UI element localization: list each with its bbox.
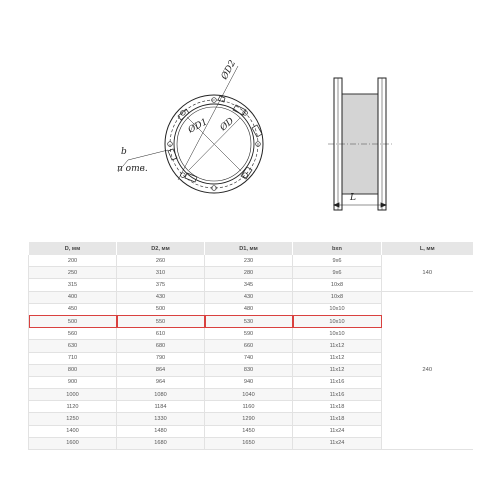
- cell-d: 400: [29, 291, 117, 303]
- table-row: [29, 255, 473, 267]
- cell-bxn: 11x18: [293, 401, 382, 413]
- cell-d1: 345: [205, 279, 293, 291]
- cell-d: 200: [29, 255, 117, 267]
- label-n-holes: n отв.: [117, 164, 148, 174]
- cell-d: 630: [29, 340, 117, 352]
- cell-bxn: 11x18: [293, 413, 382, 425]
- cell-d: 1000: [29, 389, 117, 401]
- clamp-tab: [185, 173, 197, 182]
- cell-d2: 1184: [117, 401, 205, 413]
- label-d2: ØD2: [219, 58, 239, 82]
- cell-d1: 1290: [205, 413, 293, 425]
- cell-bxn: 11x12: [293, 364, 382, 376]
- cell-d: 560: [29, 328, 117, 340]
- cell-d2: 964: [117, 376, 205, 388]
- cell-d2: 790: [117, 352, 205, 364]
- cell-d2: 260: [117, 255, 205, 267]
- clamp-tab: [168, 149, 177, 160]
- cell-bxn: 11x12: [293, 340, 382, 352]
- table-row: [29, 291, 473, 303]
- cell-d2: 680: [117, 340, 205, 352]
- cell-d2: 610: [117, 328, 205, 340]
- cell-d1: 1650: [205, 437, 293, 449]
- cell-d: 500: [29, 315, 117, 327]
- cell-d1: 430: [205, 291, 293, 303]
- header-length: L, мм: [382, 242, 473, 255]
- cell-d2: 310: [117, 267, 205, 279]
- cell-d1: 1160: [205, 401, 293, 413]
- header-d: D, мм: [29, 242, 117, 255]
- cell-d2: 1680: [117, 437, 205, 449]
- cell-bxn: 9x6: [293, 267, 382, 279]
- flange-drawing: [0, 0, 500, 235]
- cell-d1: 280: [205, 267, 293, 279]
- cell-d1: 590: [205, 328, 293, 340]
- cell-d: 800: [29, 364, 117, 376]
- bolt-hole: [243, 173, 248, 178]
- cell-d1: 1450: [205, 425, 293, 437]
- cell-length-group: 240: [382, 291, 473, 449]
- table-header-row: [29, 242, 473, 255]
- cell-bxn: 10x10: [293, 303, 382, 315]
- cell-bxn: 9x6: [293, 255, 382, 267]
- cell-length-group: 140: [382, 255, 473, 291]
- cell-d1: 230: [205, 255, 293, 267]
- cell-bxn: 10x8: [293, 291, 382, 303]
- cell-d2: 500: [117, 303, 205, 315]
- spec-table: [28, 242, 473, 450]
- cell-d2: 864: [117, 364, 205, 376]
- cell-bxn: 11x16: [293, 389, 382, 401]
- cell-d2: 1080: [117, 389, 205, 401]
- cell-d1: 940: [205, 376, 293, 388]
- cell-d: 710: [29, 352, 117, 364]
- cell-d2: 1330: [117, 413, 205, 425]
- header-bxn: bxn: [293, 242, 382, 255]
- cell-bxn: 11x16: [293, 376, 382, 388]
- cell-d1: 740: [205, 352, 293, 364]
- cell-d: 315: [29, 279, 117, 291]
- cell-d: 250: [29, 267, 117, 279]
- side-view: [328, 78, 392, 210]
- label-d: ØD: [218, 116, 237, 134]
- label-d1: ØD1: [186, 117, 210, 136]
- cell-d1: 480: [205, 303, 293, 315]
- cell-bxn: 10x10: [293, 328, 382, 340]
- cell-d1: 660: [205, 340, 293, 352]
- cell-d: 1120: [29, 401, 117, 413]
- cell-bxn: 11x12: [293, 352, 382, 364]
- table-body: [29, 255, 473, 450]
- label-length: L: [350, 193, 356, 203]
- header-d2: D2, мм: [117, 242, 205, 255]
- cell-bxn: 10x8: [293, 279, 382, 291]
- header-d1: D1, мм: [205, 242, 293, 255]
- cell-d: 450: [29, 303, 117, 315]
- cell-bxn: 11x24: [293, 437, 382, 449]
- cell-d: 1250: [29, 413, 117, 425]
- cell-d2: 1480: [117, 425, 205, 437]
- cell-d1: 530: [205, 315, 293, 327]
- label-b: b: [121, 147, 127, 157]
- cell-d1: 830: [205, 364, 293, 376]
- cell-bxn: 10x10: [293, 315, 382, 327]
- cell-d: 900: [29, 376, 117, 388]
- cell-d: 1600: [29, 437, 117, 449]
- cell-d: 1400: [29, 425, 117, 437]
- cell-d2: 550: [117, 315, 205, 327]
- cell-bxn: 11x24: [293, 425, 382, 437]
- cell-d2: 375: [117, 279, 205, 291]
- leader-b: [128, 150, 168, 160]
- cell-d2: 430: [117, 291, 205, 303]
- cell-d1: 1040: [205, 389, 293, 401]
